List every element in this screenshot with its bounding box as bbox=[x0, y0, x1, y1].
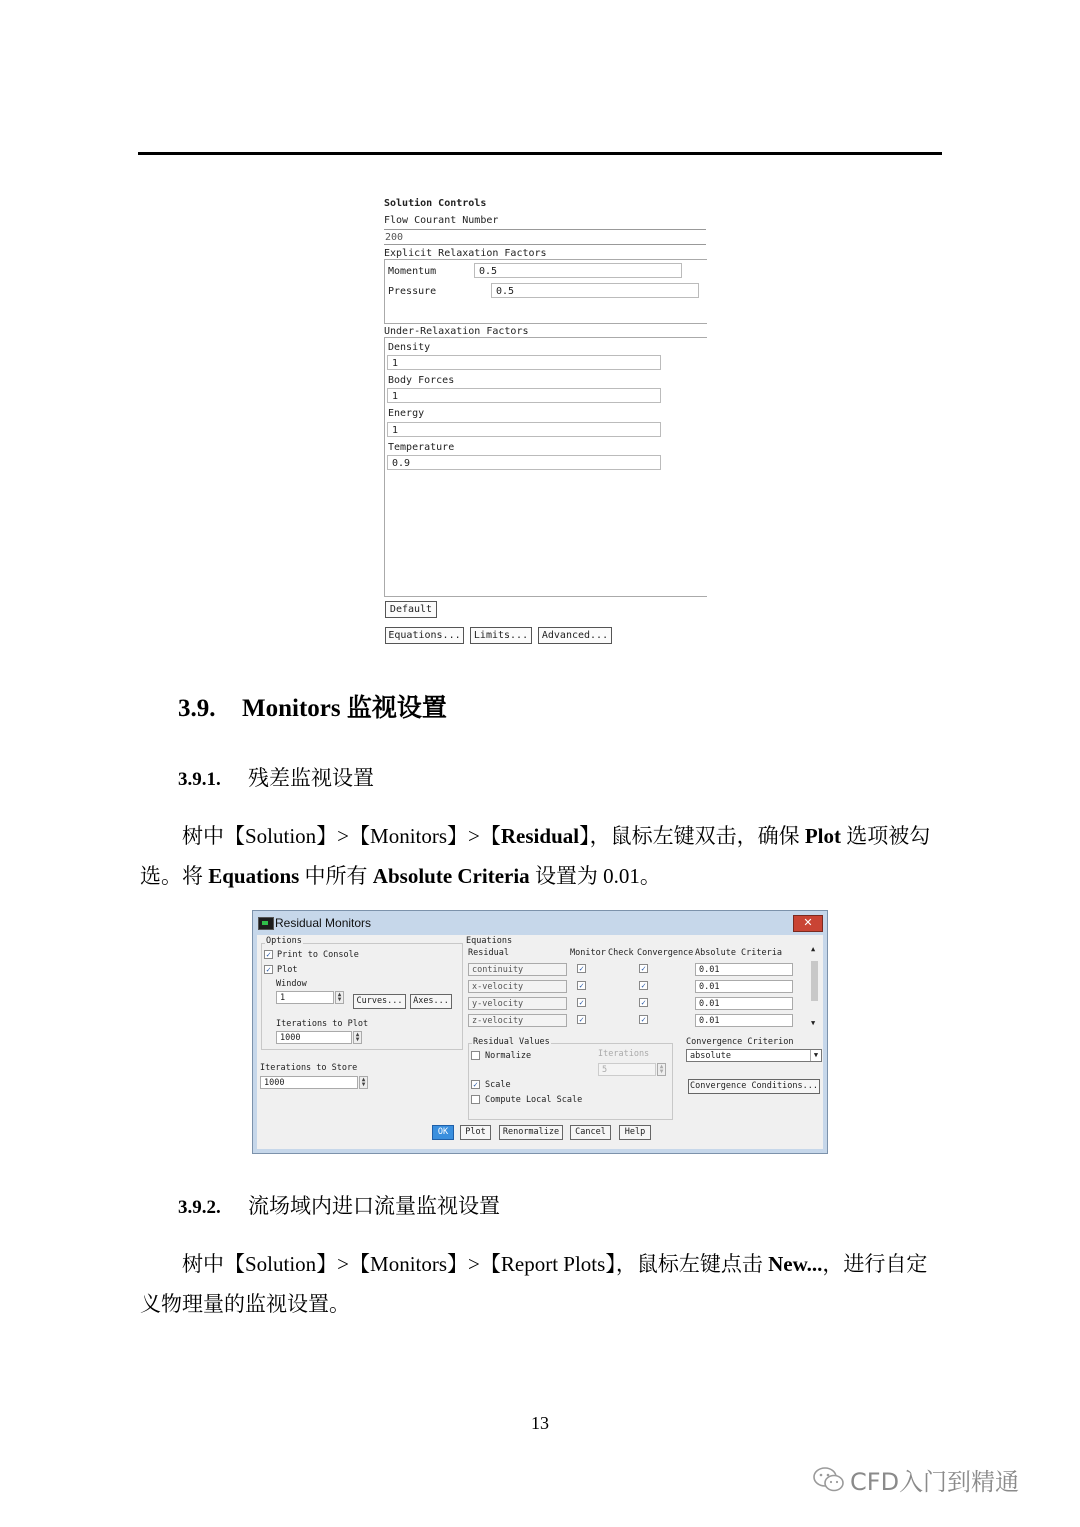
col-residual: Residual bbox=[468, 948, 509, 958]
compute-local-scale-checkbox[interactable] bbox=[471, 1095, 480, 1104]
check-convergence-checkbox[interactable]: ✓ bbox=[639, 964, 648, 973]
residual-name-field: z-velocity bbox=[468, 1014, 567, 1027]
iterations-field[interactable]: 5 bbox=[598, 1063, 656, 1076]
cancel-button[interactable]: Cancel bbox=[570, 1125, 611, 1140]
monitor-checkbox[interactable]: ✓ bbox=[577, 1015, 586, 1024]
check-convergence-checkbox[interactable]: ✓ bbox=[639, 1015, 648, 1024]
residual-name-field: continuity bbox=[468, 963, 567, 976]
temperature-label: Temperature bbox=[388, 442, 455, 453]
iterations-spinner[interactable]: ▲ ▼ bbox=[657, 1063, 666, 1076]
iter-plot-spinner[interactable]: ▲ ▼ bbox=[353, 1031, 362, 1044]
equations-label: Equations bbox=[466, 936, 513, 946]
explicit-relaxation-title: Explicit Relaxation Factors bbox=[384, 248, 547, 259]
plot-button[interactable]: Plot bbox=[460, 1125, 491, 1140]
residual-values-label: Residual Values bbox=[473, 1037, 550, 1047]
convergence-criterion-label: Convergence Criterion bbox=[686, 1037, 794, 1047]
convergence-conditions-button[interactable]: Convergence Conditions... bbox=[688, 1079, 820, 1094]
momentum-label: Momentum bbox=[388, 266, 437, 277]
subsection-title: 残差监视设置 bbox=[248, 766, 374, 790]
compute-local-scale-label: Compute Local Scale bbox=[485, 1095, 583, 1105]
section-title: Monitors 监视设置 bbox=[242, 695, 447, 722]
page-number: 13 bbox=[531, 1413, 549, 1433]
density-label: Density bbox=[388, 342, 431, 353]
absolute-criteria-field[interactable]: 0.01 bbox=[695, 963, 793, 976]
dialog-title: Residual Monitors bbox=[275, 916, 372, 930]
window-label: Window bbox=[276, 979, 307, 989]
dialog-body bbox=[257, 935, 823, 1149]
iter-plot-label: Iterations to Plot bbox=[276, 1019, 369, 1029]
watermark-text: CFD入门到精通 bbox=[850, 1468, 1020, 1496]
monitor-checkbox[interactable]: ✓ bbox=[577, 998, 586, 1007]
absolute-criteria-field[interactable]: 0.01 bbox=[695, 997, 793, 1010]
temperature-field[interactable]: 0.9 bbox=[387, 455, 661, 470]
print-console-label: Print to Console bbox=[277, 950, 359, 960]
paragraph-1: 树中【Solution】>【Monitors】>【Residual】，鼠标左键双击，确保 Plot 选项被勾选。将 Equations 中所有 Absolute Criteria 设置为 0.01。 bbox=[140, 824, 931, 888]
body-forces-label: Body Forces bbox=[388, 375, 455, 386]
monitor-checkbox[interactable]: ✓ bbox=[577, 964, 586, 973]
col-monitor: Monitor bbox=[570, 948, 606, 958]
scale-checkbox[interactable]: ✓ bbox=[471, 1080, 480, 1089]
equations-scrollbar[interactable] bbox=[809, 947, 820, 1029]
flow-courant-field[interactable]: 200 bbox=[385, 232, 404, 243]
energy-field[interactable]: 1 bbox=[387, 422, 661, 437]
iter-store-spinner[interactable]: ▲ ▼ bbox=[359, 1076, 368, 1089]
options-label: Options bbox=[266, 936, 302, 946]
residual-name-field: y-velocity bbox=[468, 997, 567, 1010]
chevron-down-icon: ▼ bbox=[810, 1050, 821, 1061]
renormalize-button[interactable]: Renormalize bbox=[499, 1125, 563, 1140]
print-console-checkbox[interactable]: ✓ bbox=[264, 950, 273, 959]
col-absolute-criteria: Absolute Criteria bbox=[695, 948, 782, 958]
plot-label: Plot bbox=[277, 965, 298, 975]
help-button[interactable]: Help bbox=[619, 1125, 651, 1140]
ok-button[interactable]: OK bbox=[432, 1125, 454, 1140]
col-convergence: Convergence bbox=[637, 948, 694, 958]
close-icon[interactable]: ✕ bbox=[793, 915, 823, 932]
iterations-label: Iterations bbox=[598, 1049, 650, 1059]
pressure-label: Pressure bbox=[388, 286, 437, 297]
paragraph-2: 树中【Solution】>【Monitors】>【Report Plots】，鼠标左键点击 New...，进行自定义物理量的监视设置。 bbox=[140, 1252, 928, 1316]
convergence-criterion-value: absolute bbox=[690, 1051, 731, 1061]
momentum-field[interactable]: 0.5 bbox=[474, 263, 682, 278]
advanced-button[interactable]: Advanced... bbox=[538, 627, 612, 644]
window-spinner[interactable]: ▲ ▼ bbox=[335, 991, 344, 1004]
body-forces-field[interactable]: 1 bbox=[387, 388, 661, 403]
check-convergence-checkbox[interactable]: ✓ bbox=[639, 998, 648, 1007]
equations-button[interactable]: Equations... bbox=[385, 627, 464, 644]
section-heading bbox=[178, 688, 447, 724]
flow-courant-label: Flow Courant Number bbox=[384, 215, 499, 226]
normalize-label: Normalize bbox=[485, 1051, 532, 1061]
header-rule bbox=[138, 152, 942, 155]
pressure-field[interactable]: 0.5 bbox=[491, 283, 699, 298]
iter-store-label: Iterations to Store bbox=[260, 1063, 358, 1073]
scroll-down-icon[interactable]: ▼ bbox=[811, 1019, 816, 1027]
plot-checkbox[interactable]: ✓ bbox=[264, 965, 273, 974]
col-check: Check bbox=[608, 948, 634, 958]
residual-name-field: x-velocity bbox=[468, 980, 567, 993]
solution-controls-panel bbox=[378, 194, 718, 654]
window-field[interactable]: 1 bbox=[276, 991, 334, 1004]
iter-plot-field[interactable]: 1000 bbox=[276, 1031, 352, 1044]
monitor-checkbox[interactable]: ✓ bbox=[577, 981, 586, 990]
absolute-criteria-field[interactable]: 0.01 bbox=[695, 980, 793, 993]
normalize-checkbox[interactable] bbox=[471, 1051, 480, 1060]
section-number: 3.9. bbox=[178, 695, 216, 722]
residual-monitors-dialog bbox=[252, 910, 828, 1154]
energy-label: Energy bbox=[388, 408, 425, 419]
subsection-heading-1 bbox=[178, 762, 374, 792]
subsection-number: 3.9.1. bbox=[178, 769, 221, 790]
axes-button[interactable]: Axes... bbox=[410, 994, 452, 1009]
iter-store-field[interactable]: 1000 bbox=[260, 1076, 358, 1089]
solution-controls-title: Solution Controls bbox=[384, 198, 487, 209]
density-field[interactable]: 1 bbox=[387, 355, 661, 370]
wechat-icon bbox=[812, 1466, 846, 1500]
dialog-titlebar[interactable] bbox=[253, 911, 827, 935]
convergence-criterion-select[interactable] bbox=[686, 1049, 822, 1062]
check-convergence-checkbox[interactable]: ✓ bbox=[639, 981, 648, 990]
default-button[interactable]: Default bbox=[385, 601, 437, 618]
curves-button[interactable]: Curves... bbox=[353, 994, 406, 1009]
scrollbar-thumb[interactable] bbox=[811, 961, 818, 1001]
limits-button[interactable]: Limits... bbox=[470, 627, 532, 644]
scroll-up-icon[interactable]: ▲ bbox=[811, 945, 816, 953]
absolute-criteria-field[interactable]: 0.01 bbox=[695, 1014, 793, 1027]
scale-label: Scale bbox=[485, 1080, 511, 1090]
subsection-title: 流场域内进口流量监视设置 bbox=[248, 1194, 500, 1218]
subsection-heading-2 bbox=[178, 1190, 500, 1220]
under-relaxation-title: Under-Relaxation Factors bbox=[384, 326, 529, 337]
fluent-app-icon bbox=[258, 917, 274, 930]
watermark bbox=[812, 1462, 1019, 1500]
subsection-number: 3.9.2. bbox=[178, 1197, 221, 1218]
